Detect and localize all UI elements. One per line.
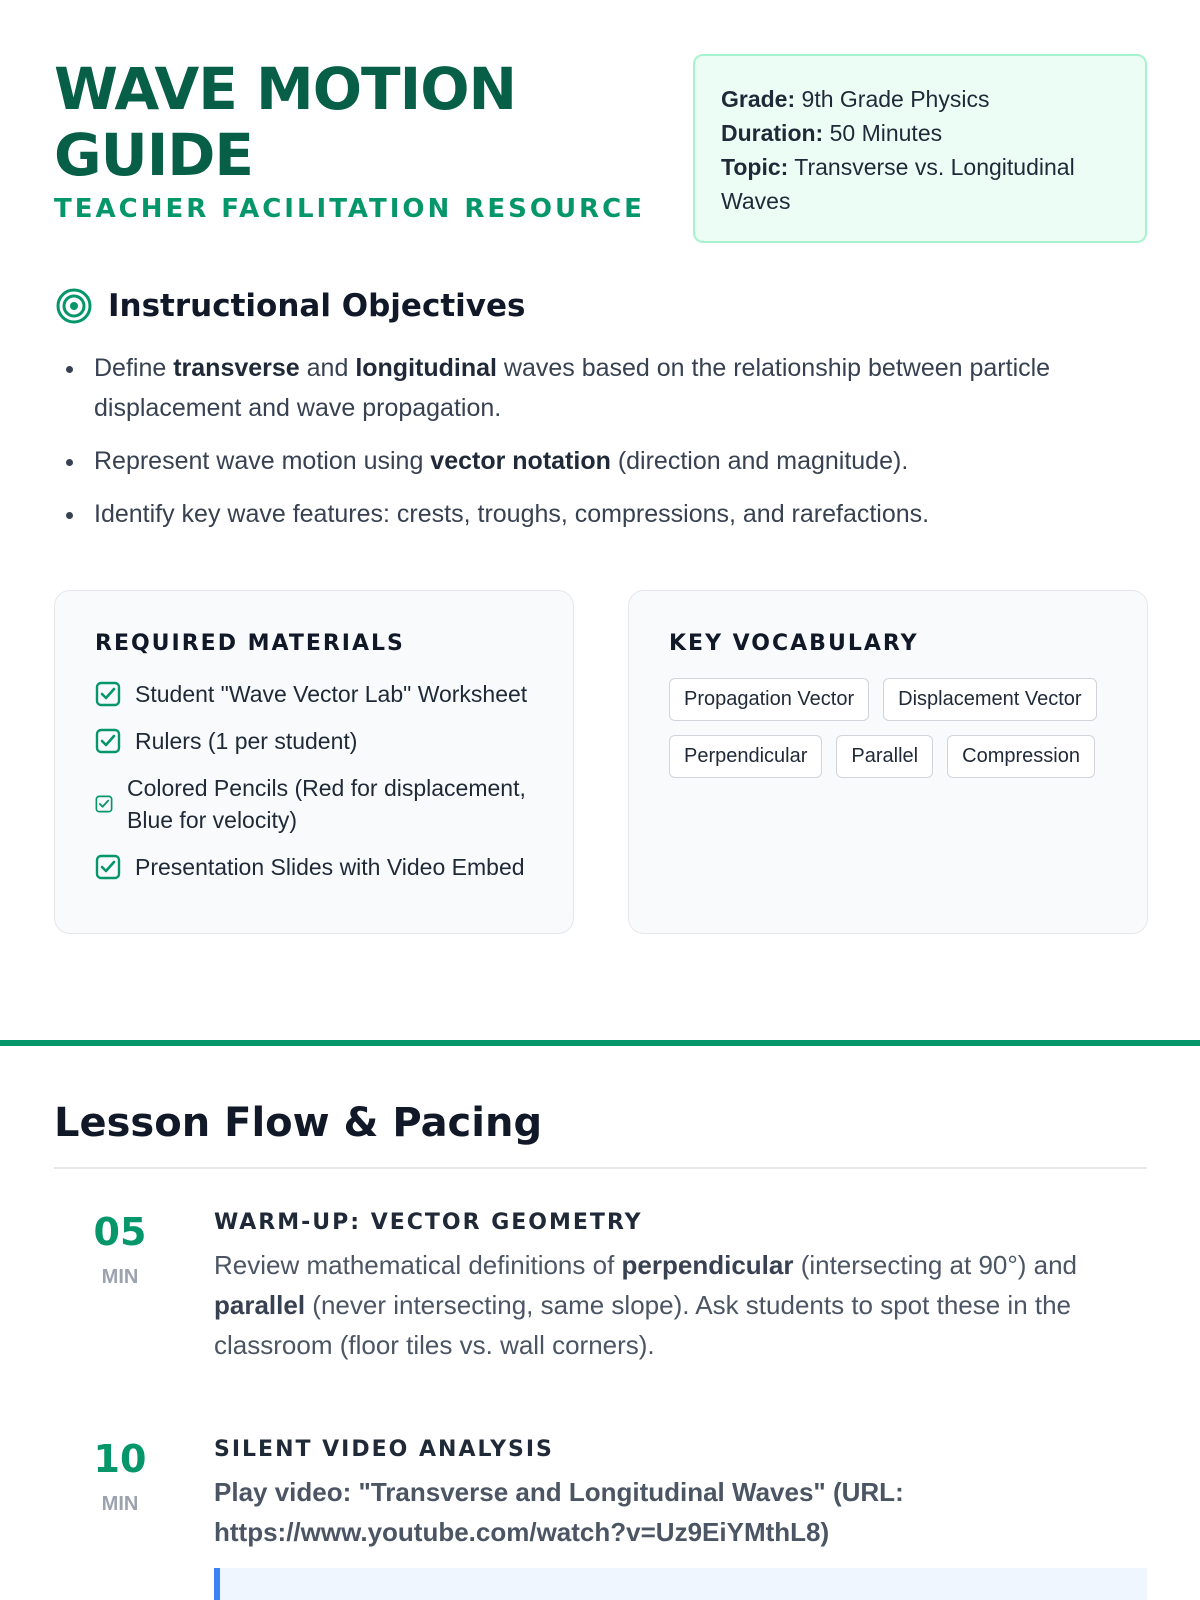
step-heading: SILENT VIDEO ANALYSIS — [214, 1437, 554, 1462]
step-minutes: 10 — [93, 1437, 147, 1481]
materials-card — [54, 590, 574, 934]
material-item — [95, 725, 533, 757]
step-minutes: 05 — [93, 1210, 147, 1254]
vocab-tag: Displacement Vector — [883, 678, 1096, 721]
material-label: Student "Wave Vector Lab" Worksheet — [135, 681, 528, 707]
title-line-1: WAVE MOTION — [54, 55, 517, 123]
vocabulary-title: KEY VOCABULARY — [669, 631, 919, 656]
page-subtitle: TEACHER FACILITATION RESOURCE — [54, 194, 645, 224]
term-vector-notation: vector notation — [430, 447, 611, 475]
vocab-tag: Propagation Vector — [669, 678, 869, 721]
step-unit: MIN — [101, 1266, 139, 1288]
objectives-title: Instructional Objectives — [108, 288, 526, 324]
page-title — [54, 56, 674, 188]
material-label: Colored Pencils (Red for displacement, Blue for velocity) — [127, 775, 526, 833]
objectives-list — [62, 348, 1152, 547]
material-item — [95, 678, 533, 710]
step-unit: MIN — [101, 1493, 139, 1515]
objectives-heading — [54, 286, 525, 326]
step-duration — [54, 1210, 186, 1289]
materials-list — [95, 678, 533, 883]
term-longitudinal: longitudinal — [355, 354, 497, 382]
title-line-2: GUIDE — [54, 121, 254, 189]
duration-label: Duration: — [721, 120, 824, 146]
lesson-info-box — [693, 54, 1147, 243]
section-divider — [0, 1040, 1200, 1046]
checkbox-icon — [95, 681, 121, 707]
grade-value: 9th Grade Physics — [801, 86, 990, 112]
objective-item: Define transverse and longitudinal waves based on the relationship between particle displacement and wave propagation. — [62, 348, 1152, 428]
lesson-flow-title: Lesson Flow & Pacing — [54, 1100, 543, 1146]
step-content — [214, 1210, 1147, 1365]
topic-label: Topic: — [721, 154, 789, 180]
video-callout — [214, 1568, 1147, 1600]
checkbox-icon — [95, 854, 121, 880]
duration-line — [721, 116, 1119, 150]
checkbox-icon — [95, 728, 121, 754]
vocab-tag: Compression — [947, 735, 1095, 778]
grade-label: Grade: — [721, 86, 796, 112]
objective-item: Represent wave motion using vector notation (direction and magnitude). — [62, 441, 1152, 481]
step-description: Play video: "Transverse and Longitudinal Waves" (URL: https://www.youtube.com/watch?v=Uz9EiYMthL8) — [214, 1477, 904, 1547]
checkbox-icon — [95, 795, 113, 813]
material-label: Rulers (1 per student) — [135, 728, 358, 754]
step-duration — [54, 1437, 186, 1516]
topic-line — [721, 150, 1119, 218]
term-transverse: transverse — [173, 354, 300, 382]
lesson-flow-rule — [54, 1167, 1147, 1169]
materials-title: REQUIRED MATERIALS — [95, 631, 405, 656]
vocab-tag: Perpendicular — [669, 735, 822, 778]
vocabulary-card — [628, 590, 1148, 934]
topic-value: Transverse vs. Longitudinal Waves — [721, 154, 1075, 214]
term-perpendicular: perpendicular — [621, 1250, 794, 1280]
grade-line — [721, 82, 1119, 116]
step-content — [214, 1437, 1147, 1552]
page-header — [54, 56, 674, 224]
vocabulary-tags — [669, 678, 1107, 778]
material-item — [95, 851, 533, 883]
target-icon — [54, 286, 94, 326]
material-label: Presentation Slides with Video Embed — [135, 854, 525, 880]
vocab-tag: Parallel — [836, 735, 933, 778]
step-description: Review mathematical definitions of perpendicular (intersecting at 90°) and parallel (never intersecting, same slope). Ask students to spot these in the classroom (floor tiles vs. wall corners). — [214, 1250, 1078, 1360]
objective-item: Identify key wave features: crests, troughs, compressions, and rarefactions. — [62, 494, 1152, 534]
step-heading: WARM-UP: VECTOR GEOMETRY — [214, 1210, 643, 1235]
duration-value: 50 Minutes — [829, 120, 943, 146]
term-parallel: parallel — [214, 1290, 306, 1320]
material-item — [95, 772, 533, 836]
